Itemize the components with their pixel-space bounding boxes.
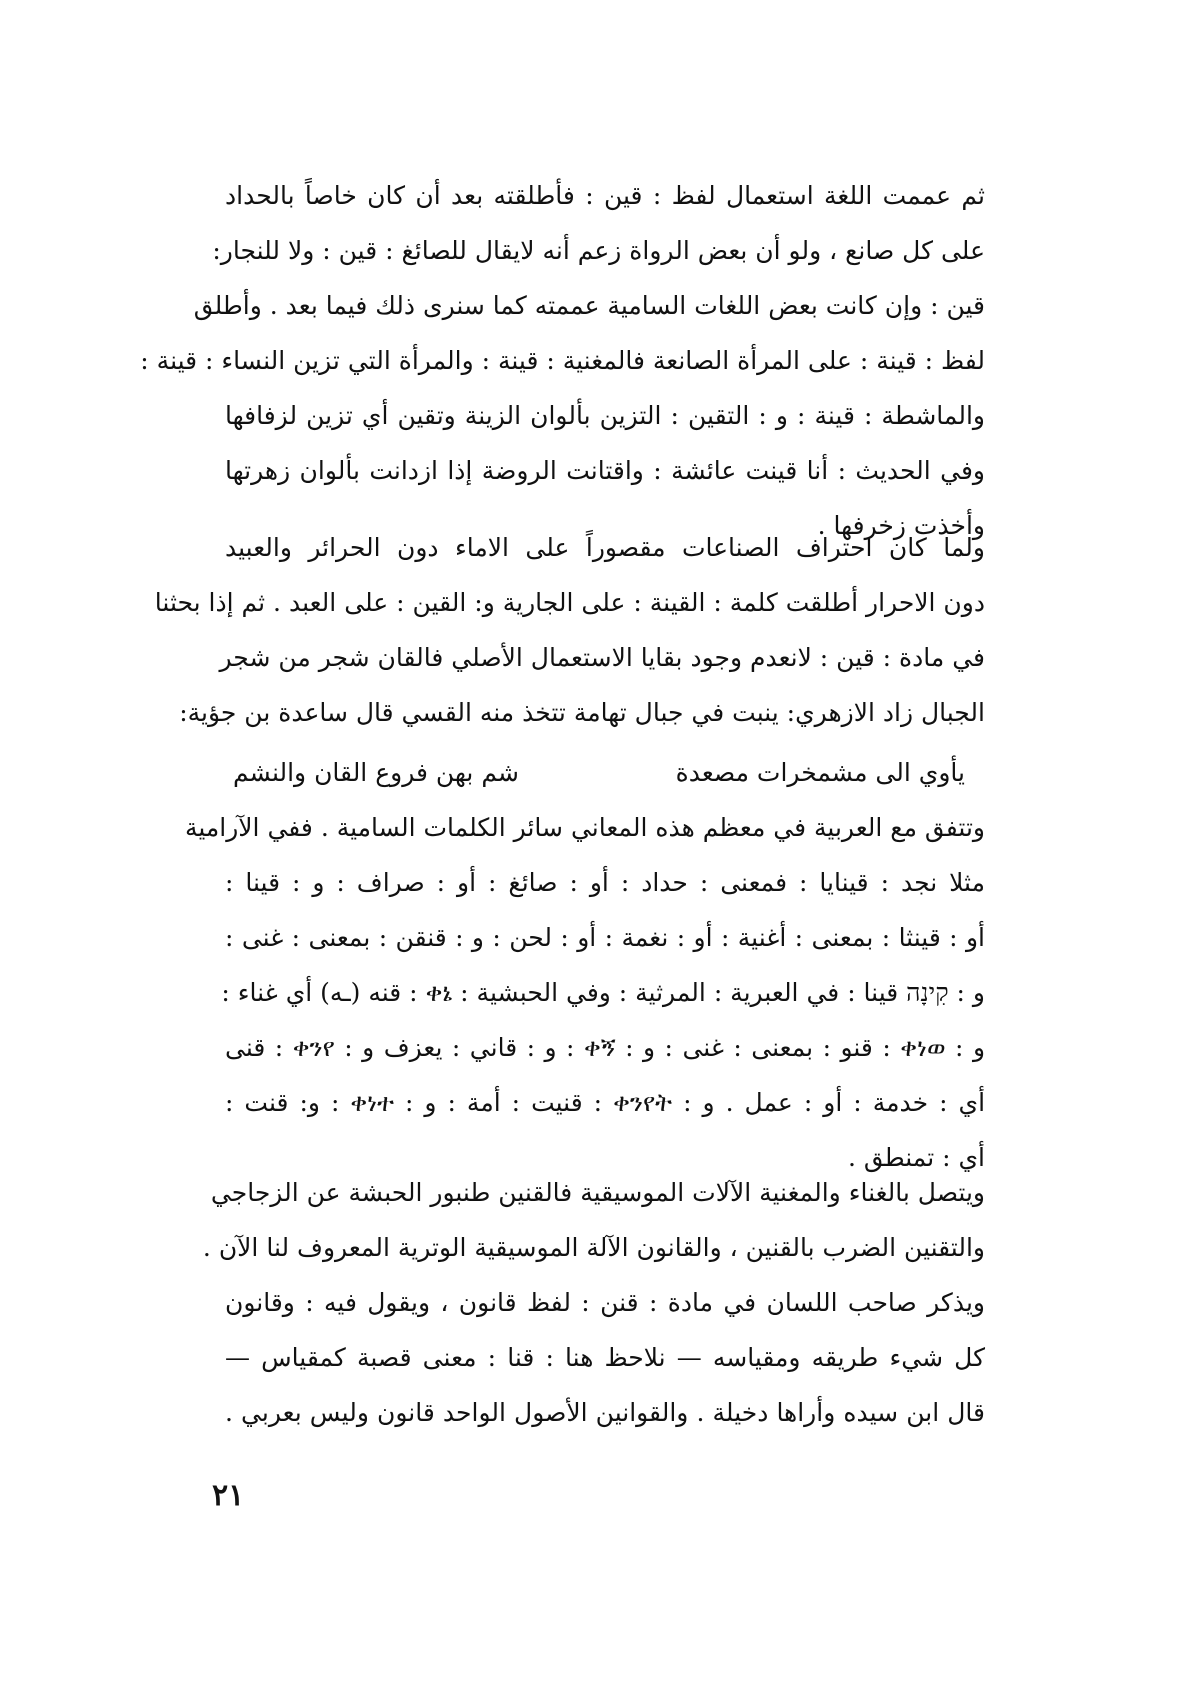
text-line: ويتصل بالغناء والمغنية الآلات الموسيقية فالقنين طنبور الحبشة عن الزجاجي bbox=[210, 1178, 985, 1207]
paragraph-4 bbox=[202, 1165, 985, 1440]
text-line: كل شيء طريقه ومقياسه — نلاحظ هنا : قنا : معنى قصبة كمقياس — bbox=[225, 1343, 985, 1372]
verse-second-hemistich: شم بهن فروع القان والنشم bbox=[233, 758, 519, 787]
poetry-verse bbox=[225, 745, 985, 800]
text-line: وتتفق مع العربية في معظم هذه المعاني سائر الكلمات السامية . ففي الآرامية bbox=[184, 813, 985, 842]
text-line: على كل صانع ، ولو أن بعض الرواة زعم أنه لايقال للصائغ : قين : ولا للنجار: bbox=[212, 236, 985, 265]
text-line: ويذكر صاحب اللسان في مادة : قنن : لفظ قانون ، ويقول فيه : وقانون bbox=[225, 1288, 985, 1317]
text-line: أو : قينثا : بمعنى : أغنية : أو : نغمة : أو : لحن : و : قنقن : بمعنى : غنى : bbox=[225, 923, 985, 952]
text-line: أي : تمنطق . bbox=[847, 1143, 985, 1172]
text-line: مثلا نجد : قينايا : فمعنى : حداد : أو : صائغ : أو : صراف : و : قينا : bbox=[225, 868, 985, 897]
text-line: وأخذت زخرفها . bbox=[817, 511, 985, 540]
text-line: و : קִינָה قينا : في العبرية : المرثية : وفي الحبشية : ቀኔ : قنه (ـه) أي غناء : bbox=[221, 978, 985, 1007]
text-line: قين : وإن كانت بعض اللغات السامية عممته كما سنرى ذلك فيما بعد . وأطلق bbox=[193, 291, 985, 320]
text-line: و : ቀነወ : قنو : بمعنى : غنى : و : ቀኝ : و : قاني : يعزف و : ቀንየ : قنى bbox=[225, 1033, 986, 1062]
text-line: دون الاحرار أطلقت كلمة : القينة : على الجارية و: القين : على العبد . ثم إذا بحثنا bbox=[154, 588, 985, 617]
text-line: وفي الحديث : أنا قينت عائشة : واقتانت الروضة إذا ازدانت بألوان زهرتها bbox=[225, 456, 985, 485]
text-line: لفظ : قينة : على المرأة الصانعة فالمغنية : قينة : والمرأة التي تزين النساء : قينة : bbox=[140, 346, 985, 375]
page-number: ٢١ bbox=[212, 1478, 245, 1513]
paragraph-3 bbox=[184, 800, 986, 1185]
text-line: في مادة : قين : لانعدم وجود بقايا الاستعمال الأصلي فالقان شجر من شجر bbox=[219, 643, 985, 672]
text-line: الجبال زاد الازهري: ينبت في جبال تهامة تتخذ منه القسي قال ساعدة بن جؤية: bbox=[179, 698, 985, 727]
text-line: والتقنين الضرب بالقنين ، والقانون الآلة الموسيقية الوترية المعروف لنا الآن . bbox=[202, 1233, 985, 1262]
text-line: والماشطة : قينة : و : التقين : التزين بألوان الزينة وتقين أي تزين لزفافها bbox=[225, 401, 985, 430]
text-line: قال ابن سيده وأراها دخيلة . والقوانين الأصول الواحد قانون وليس بعربي . bbox=[225, 1398, 985, 1427]
text-line: ولما كان احتراف الصناعات مقصوراً على الاماء دون الحرائر والعبيد bbox=[225, 533, 985, 562]
paragraph-1 bbox=[140, 168, 985, 553]
text-line: ثم عممت اللغة استعمال لفظ : قين : فأطلقته بعد أن كان خاصاً بالحداد bbox=[225, 181, 985, 210]
verse-first-hemistich: يأوي الى مشمخرات مصعدة bbox=[675, 758, 965, 787]
text-line: أي : خدمة : أو : عمل . و : ቀንየት : قنيت : أمة : و : ቀነተ : و: قنت : bbox=[225, 1088, 986, 1117]
paragraph-2 bbox=[154, 520, 985, 740]
